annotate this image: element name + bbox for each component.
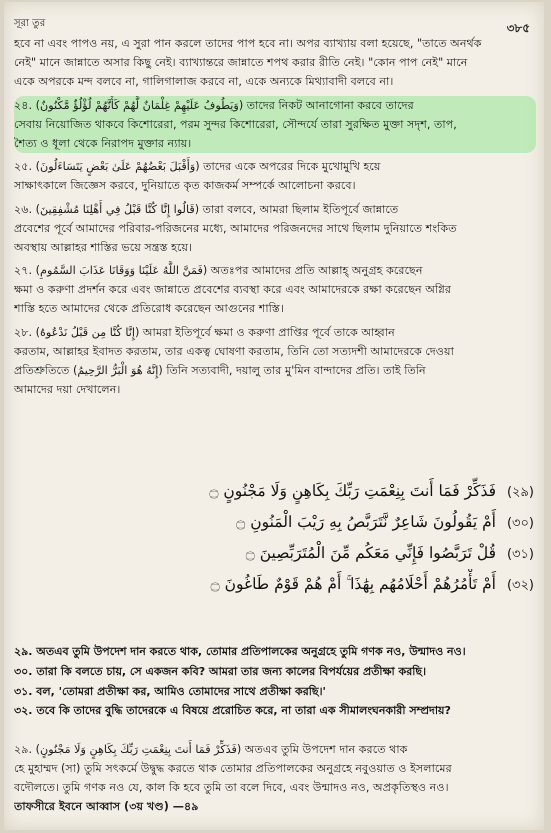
para26-line: অবস্থায় আল্লাহর শাস্তির ভয়ে সন্ত্রস্ত হয়ে। — [14, 240, 193, 254]
tafsir29-line: হে মুহাম্মদ (সা) তুমি সৎকর্মে উদ্বুদ্ধ করতে থাক তোমার প্রতিপালকের অনুগ্রহে নবুওয়াত ও ইসলামের — [14, 762, 452, 775]
translation-line: ৩২. তবে কি তাদের বুদ্ধি তাদেরকে এ বিষয়ে প্ররোচিত করে, না তারা এক সীমালংঘনকারী সম্প্রদায়? — [14, 704, 451, 718]
verse-text: فَذَكِّرْ فَمَا أَنتَ بِنِعْمَتِ رَبِّكَ بِكَاهِنٍ وَلَا مَجْنُونٍ ۝ — [209, 482, 497, 500]
para28-line: প্রতিশ্রুতিতে (إِنَّهُ هُوَ الْبَرُّ الرَّحِيمُ) তিনি সত্যবাদী, দয়ালু তার মু'মিন বান্দাদের প্রতি। তাই তিনি — [14, 364, 426, 377]
para24-line: শৈত্য ও ধূলা থেকে নিরাপদ মুক্তার ন্যায়। — [14, 136, 192, 150]
para28-line: করতাম, আল্লাহর ইবাদত করতাম, তার একত্ব ঘোষণা করতাম, তিনি তো সত্যদশী আমাদেরকে দেওয়া — [14, 344, 454, 358]
book-page — [4, 2, 544, 830]
tafsir-29 — [14, 740, 538, 816]
verse-text: قُلْ تَرَبَّصُوا فَإِنِّي مَعَكُم مِّنَ الْمُتَرَبِّصِينَ ۝ — [245, 544, 497, 562]
tafsir29-line: ২৯. (فَذَكِّرْ فَمَا أَنتَ بِنِعْمَتِ رَبِّكَ بِكَاهِنٍ وَلَا مَجْنُونٍ) অতএব তুমি উপদেশ দান করতে থাক — [14, 743, 408, 756]
running-header-surah: সূরা তুর — [14, 18, 46, 29]
arabic-verses — [154, 476, 534, 600]
para24-line: ২৪. (وَيَطُوفُ عَلَيْهِمْ غِلْمَانٌ لَّهُمْ كَأَنَّهُمْ لُؤْلُؤٌ مَّكْنُونٌ) তাদের নিকট আনাগোনা করবে তাদের — [14, 98, 414, 112]
para25-line: সাক্ষাৎকালে জিজ্ঞেস করবে, দুনিয়াতে কৃত কাজকর্ম সম্পর্কে আলোচনা করবে। — [14, 179, 356, 193]
arabic-verse — [154, 569, 534, 600]
arabic-verse — [154, 538, 534, 569]
para28-line: ২৮. (إِنَّا كُنَّا مِن قَبْلُ نَدْعُوهُ) আমরা ইতিপূর্বে ক্ষমা ও করুণা প্রাপ্তির পূর্বে তাকে আহ্বান — [14, 325, 395, 339]
paragraph-28 — [14, 323, 536, 400]
para26-line: প্রবেশের পূর্বে আমাদের পরিবার-পরিজনের মধ্যে, আমাদের পরিজনদের সাথে ছিলাম দুনিয়াতে শংকিত — [14, 221, 457, 235]
para25-line: ২৫. (وَأَقْبَلَ بَعْضُهُمْ عَلَىٰ بَعْضٍ يَتَسَاءَلُونَ) তাদের একে অপরের দিকে মুখোমুখি হয়ে — [14, 160, 381, 174]
verse-number: (৩২) — [506, 578, 534, 593]
intro-paragraph — [14, 34, 536, 92]
translation-line: ৩১. বল, 'তোমরা প্রতীক্ষা কর, আমিও তোমাদের সাথে প্রতীক্ষা করছি।' — [14, 684, 326, 698]
translation-line: ৩০. তারা কি বলতে চায়, সে একজন কবি? আমরা তার জন্য কালের বিপর্যয়ের প্রতীক্ষা করছি। — [14, 664, 427, 678]
para27-line: ক্ষমা ও করুণা প্রদর্শন করে এবং জান্নাতে প্রবেশের ব্যবস্থা করে এবং আমাদেরকে রক্ষা করেছেন অগ্নির — [14, 283, 452, 297]
verse-translations — [14, 642, 538, 721]
para24-line: সেবায় নিয়োজিত থাকবে কিশোরেরা, পরম সুন্দর কিশোরেরা, সৌন্দর্যে তারা সুরক্ষিত মুক্তা সদৃশ, তাপ, — [14, 117, 457, 131]
text-upper — [14, 34, 536, 399]
verse-number: (৩১) — [506, 547, 534, 562]
para27-line: শাস্তি হতে আমাদের থেকে প্রতিরোধ করেছেন আগুনের শাস্তি। — [14, 302, 284, 316]
highlighted-paragraph-24 — [14, 96, 536, 154]
page-number: ৩৮৫ — [506, 21, 530, 35]
verse-text: أَمْ تَأْمُرُهُمْ أَحْلَامُهُم بِهَٰذَا ۚ أَمْ هُمْ قَوْمٌ طَاغُونَ ۝ — [210, 575, 496, 593]
paragraph-26 — [14, 200, 536, 258]
para26-line: ২৬. (قَالُوا إِنَّا كُنَّا قَبْلُ فِي أَهْلِنَا مُشْفِقِينَ) তারা বলবে, আমরা ছিলাম ইতিপূর্বে জান্নাতে — [14, 202, 399, 216]
verse-text: أَمْ يَقُولُونَ شَاعِرٌ نَّتَرَبَّصُ بِهِ رَيْبَ الْمَنُونِ ۝ — [236, 513, 496, 531]
intro-line: একে অপরকে মন্দ বলবে না, গালিগালাজ করবে না, একে অন্যকে মিথ্যাবাদী বলবে না। — [14, 75, 394, 89]
verse-number: (২৯) — [506, 485, 534, 500]
intro-line: হবে না এবং পাপও নয়, এ সুরা পান করলে তাদের পাপ হবে না। অপর ব্যাখ্যায় বলা হয়েছে, "তাতে অনর্থক — [14, 37, 482, 50]
paragraph-25 — [14, 157, 536, 195]
tafsir29-line: বদৌলতে। তুমি গণক নও যে, কাল কি হবে তুমি তা বলে দিবে, এবং উন্মাদও নও, অপ্রকৃতিস্থও নও। — [14, 781, 449, 794]
arabic-verse — [154, 507, 534, 538]
arabic-verse — [154, 476, 534, 507]
page-footer: তাফসীরে ইবনে আব্বাস (৩য় খণ্ড) —৪৯ — [14, 800, 199, 813]
verse-number: (৩০) — [506, 516, 534, 531]
para27-line: ২৭. (فَمَنَّ اللَّهُ عَلَيْنَا وَوَقَانَا عَذَابَ السَّمُومِ) অতঃপর আমাদের প্রতি আল্লাহ্ অনুগ্রহ করেছেন — [14, 264, 423, 278]
paragraph-27 — [14, 261, 536, 319]
translation-line: ২৯. অতএব তুমি উপদেশ দান করতে থাক, তোমার প্রতিপালকের অনুগ্রহে তুমি গণক নও, উন্মাদও নও। — [14, 645, 466, 658]
para28-line: আমাদের দয়া দেখালেন। — [14, 383, 121, 397]
intro-line: নেই" মানে জান্নাতে অসার কিছু নেই। ব্যাখ্যান্তরে জান্নাতে শপথ করার রীতি নেই। "কোন পাপ নেই" মানে — [14, 56, 468, 70]
